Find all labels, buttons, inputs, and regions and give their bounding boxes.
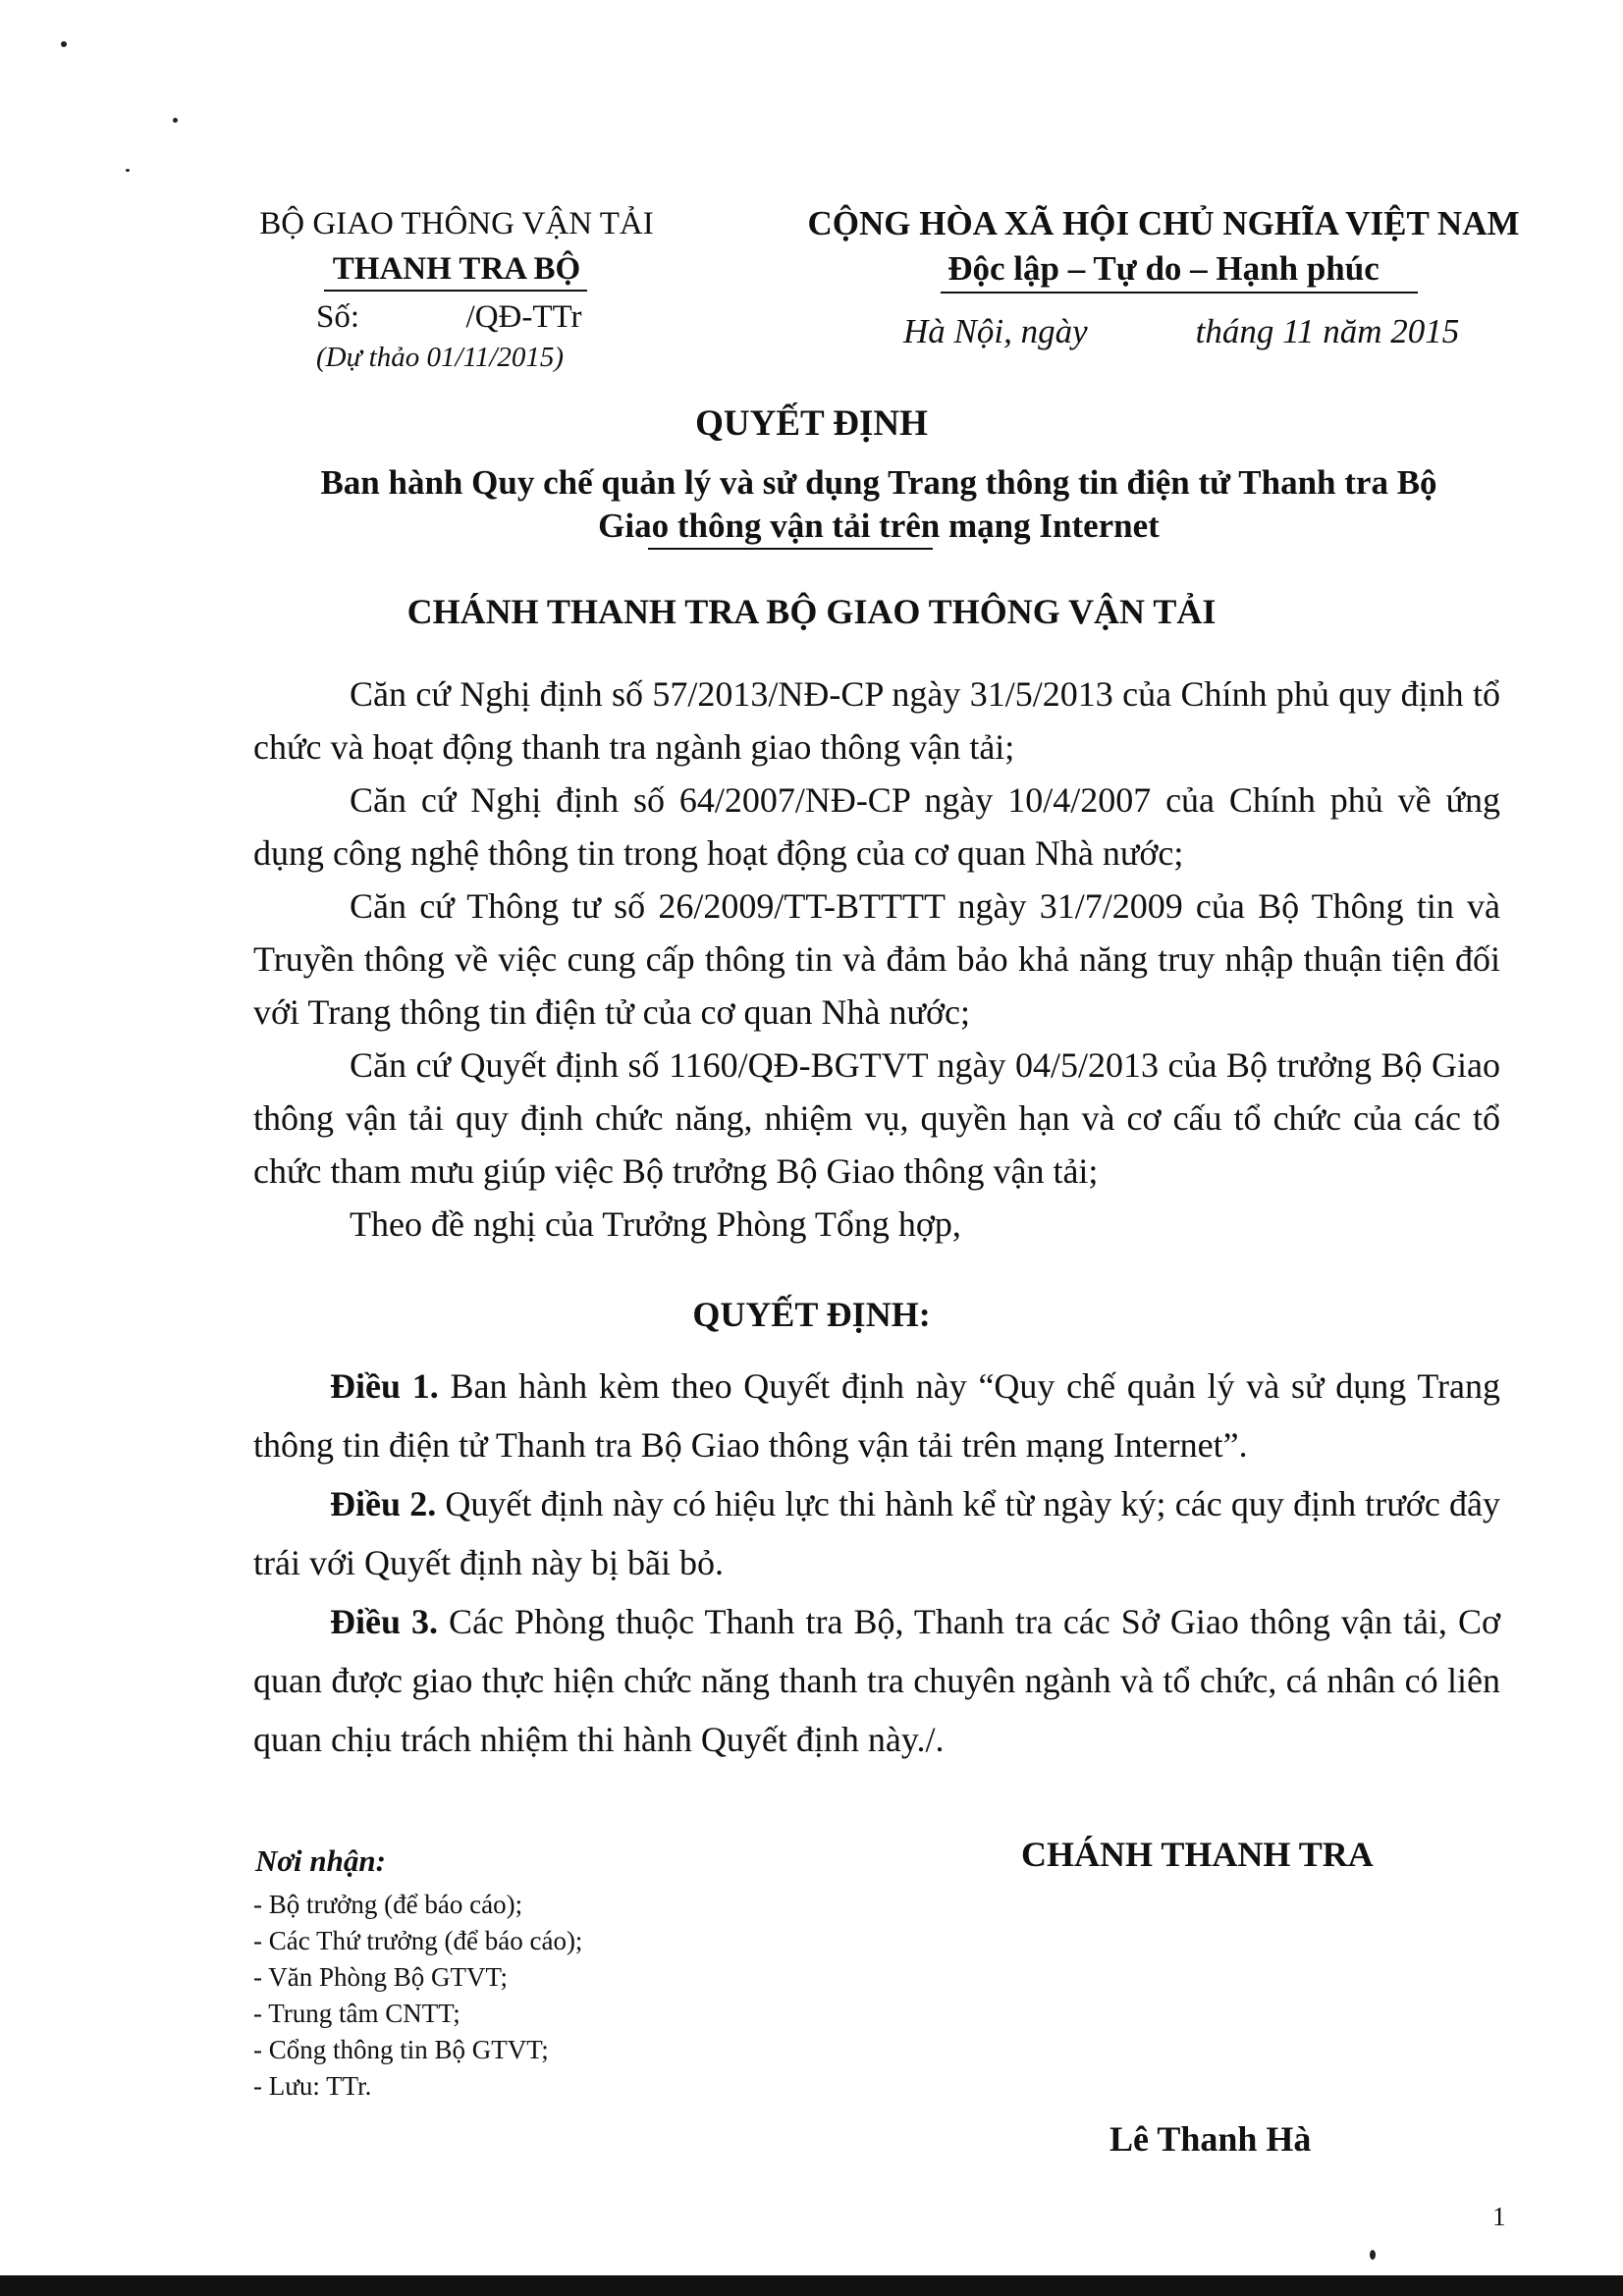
- recipient-item: - Trung tâm CNTT;: [253, 1999, 460, 2028]
- subtitle-line-2: Giao thông vận tải trên mạng Internet: [598, 507, 1160, 545]
- preamble-item: Căn cứ Quyết định số 1160/QĐ-BGTVT ngày 04/5/2013 của Bộ trưởng Bộ Giao thông vận tải quy định chức năng, nhiệm vụ, quyền hạn và cơ cấu tổ chức của các tổ chức tham mưu giúp việc Bộ trưởng Bộ Giao thông vận tải;: [253, 1045, 1500, 1191]
- date-place: Hà Nội, ngày: [903, 312, 1088, 350]
- document-subtitle: [245, 461, 1512, 548]
- recipients-title: Nơi nhận:: [255, 1843, 386, 1878]
- document-title: QUYẾT ĐỊNH: [695, 403, 928, 444]
- preamble-item: Căn cứ Thông tư số 26/2009/TT-BTTTT ngày 31/7/2009 của Bộ Thông tin và Truyền thông về việc cung cấp thông tin và đảm bảo khả năng truy nhập thuận tiện đối với Trang thông tin điện tử của cơ quan Nhà nước;: [253, 886, 1500, 1032]
- recipient-item: - Lưu: TTr.: [253, 2071, 372, 2101]
- page-number: 1: [1492, 2202, 1506, 2231]
- article-label: Điều 1.: [330, 1366, 439, 1406]
- unit-underline: [324, 290, 587, 292]
- national-motto: Độc lập – Tự do – Hạnh phúc: [947, 249, 1380, 288]
- article-label: Điều 3.: [330, 1602, 439, 1641]
- number-suffix: /QĐ-TTr: [465, 299, 582, 335]
- preamble-item: Theo đề nghị của Trưởng Phòng Tổng hợp,: [350, 1204, 961, 1244]
- recipients-list: [253, 1887, 582, 2105]
- subtitle-underline: [648, 548, 933, 550]
- article-3: [253, 1592, 1500, 1769]
- article-text: Ban hành kèm theo Quyết định này “Quy chế quản lý và sử dụng Trang thông tin điện tử Thanh tra Bộ Giao thông vận tải trên mạng Internet”.: [253, 1366, 1501, 1465]
- article-text: Quyết định này có hiệu lực thi hành kể từ ngày ký; các quy định trước đây trái với Quyết định này bị bãi bỏ.: [253, 1484, 1501, 1582]
- ministry-name: BỘ GIAO THÔNG VẬN TẢI: [259, 206, 654, 241]
- recipient-item: - Văn Phòng Bộ GTVT;: [253, 1962, 509, 1992]
- preamble-item: Căn cứ Nghị định số 64/2007/NĐ-CP ngày 10/4/2007 của Chính phủ về ứng dụng công nghệ thông tin trong hoạt động của cơ quan Nhà nước;: [253, 780, 1500, 873]
- signer-name: Lê Thanh Hà: [1109, 2119, 1312, 2159]
- signature-title: CHÁNH THANH TRA: [1021, 1835, 1374, 1874]
- article-label: Điều 2.: [330, 1484, 437, 1523]
- recipient-item: - Bộ trưởng (để báo cáo);: [253, 1890, 523, 1919]
- country-name: CỘNG HÒA XÃ HỘI CHỦ NGHĨA VIỆT NAM: [807, 204, 1520, 242]
- issue-date: [903, 312, 1459, 351]
- issuing-authority: CHÁNH THANH TRA BỘ GIAO THÔNG VẬN TẢI: [406, 592, 1217, 631]
- document-number: [316, 299, 582, 336]
- issuing-unit: THANH TRA BỘ: [332, 251, 581, 287]
- motto-underline: [941, 292, 1418, 294]
- recipient-item: - Các Thứ trưởng (để báo cáo);: [253, 1926, 583, 1955]
- scan-border: [0, 2275, 1623, 2296]
- scan-speck: [173, 118, 178, 123]
- subtitle-line-1: Ban hành Quy chế quản lý và sử dụng Trang thông tin điện tử Thanh tra Bộ: [320, 463, 1437, 502]
- scan-speck: [61, 41, 67, 47]
- national-header: [776, 201, 1551, 292]
- articles: [253, 1357, 1500, 1769]
- scan-speck: [126, 169, 130, 172]
- article-1: [253, 1357, 1500, 1474]
- date-month-year: tháng 11 năm 2015: [1195, 312, 1460, 350]
- preamble: [253, 667, 1500, 1251]
- issuer-block: [221, 201, 692, 292]
- preamble-item: Căn cứ Nghị định số 57/2013/NĐ-CP ngày 31/5/2013 của Chính phủ quy định tổ chức và hoạt động thanh tra ngành giao thông vận tải;: [253, 674, 1500, 767]
- draft-note: (Dự thảo 01/11/2015): [316, 342, 565, 373]
- decision-heading: QUYẾT ĐỊNH:: [692, 1295, 931, 1334]
- article-text: Các Phòng thuộc Thanh tra Bộ, Thanh tra các Sở Giao thông vận tải, Cơ quan được giao thực hiện chức năng thanh tra chuyên ngành và tổ chức, cá nhân có liên quan chịu trách nhiệm thi hành Quyết định này./.: [253, 1602, 1500, 1759]
- article-2: [253, 1474, 1500, 1592]
- number-label: Số:: [316, 299, 360, 335]
- scan-speck: [1370, 2250, 1376, 2260]
- recipient-item: - Cổng thông tin Bộ GTVT;: [253, 2035, 549, 2064]
